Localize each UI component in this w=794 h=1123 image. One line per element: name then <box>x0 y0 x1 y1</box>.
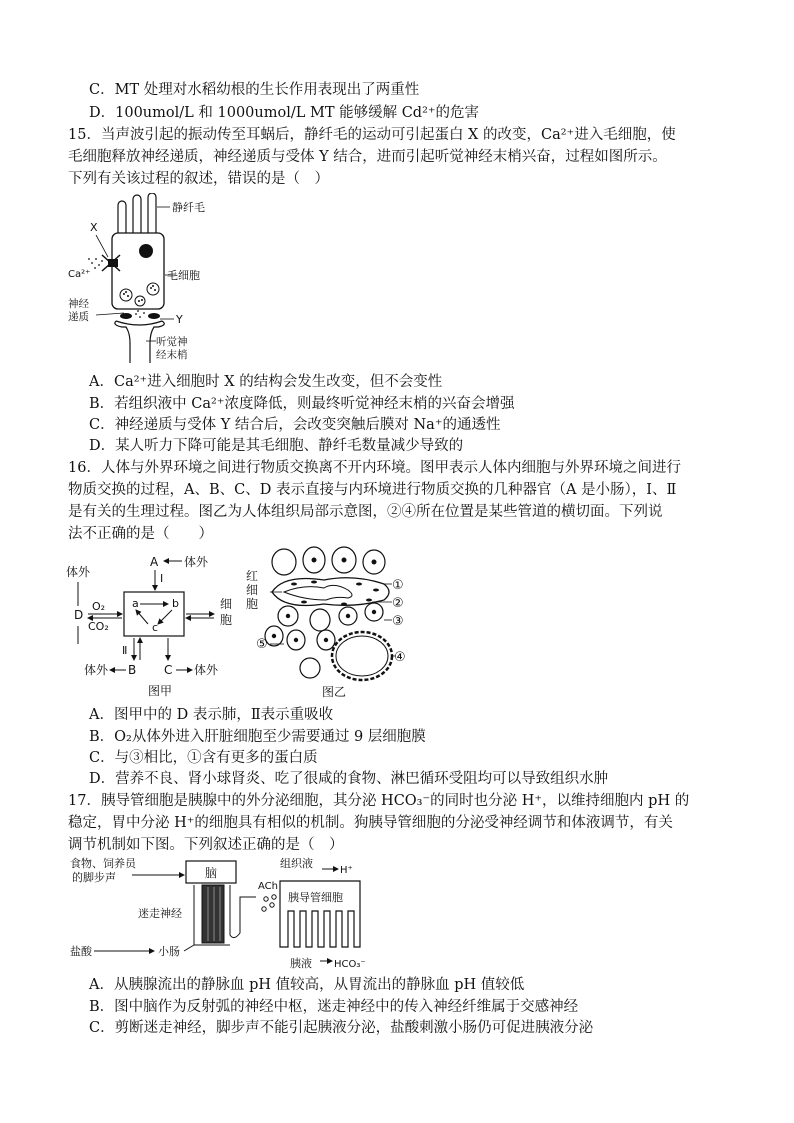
q17-option-a: A．从胰腺流出的静脉血 pH 值较高，从胃流出的静脉血 pH 值较低 <box>89 977 525 993</box>
q16-option-c: C．与③相比，①含有更多的蛋白质 <box>89 750 318 766</box>
label-stimulus-2: 的脚步声 <box>72 871 116 884</box>
label-stereocilia: 静纤毛 <box>172 201 205 214</box>
label-x: X <box>90 221 98 234</box>
label-D: D <box>74 608 84 622</box>
label-transmitter-1: 神经 <box>68 298 89 310</box>
q17-stem-line1: 17．胰导管细胞是胰腺中的外分泌细胞，其分泌 HCO₃⁻的同时也分泌 H⁺，以维持细胞内 pH 的 <box>68 793 690 809</box>
label-II: Ⅱ <box>122 644 128 657</box>
figure-yi <box>244 544 424 700</box>
q15-option-c: C．神经递质与受体 Y 结合后，会改变突触后膜对 Na⁺的通透性 <box>89 417 501 433</box>
label-hcl: 盐酸 <box>70 945 92 958</box>
caption-yi: 图乙 <box>322 685 347 699</box>
label-n4: ④ <box>394 650 406 665</box>
q16-stem-line2: 物质交换的过程，A、B、C、D 表示直接与内环境进行物质交换的几种器官（A 是小肠），Ⅰ、Ⅱ <box>68 482 677 498</box>
label-vagus: 迷走神经 <box>138 907 182 920</box>
label-brain: 脑 <box>205 866 218 880</box>
label-rbc-2: 细 <box>246 583 259 597</box>
q16-option-b: B．O₂从体外进入肝脏细胞至少需要通过 9 层细胞膜 <box>89 729 426 745</box>
label-h: H⁺ <box>340 865 353 876</box>
q16-option-a: A．图甲中的 D 表示肺，Ⅱ表示重吸收 <box>89 707 334 723</box>
label-n2: ② <box>392 596 404 611</box>
label-ca: Ca²⁺ <box>68 269 91 280</box>
label-outside-top: 体外 <box>184 555 209 569</box>
q15-stem-line1: 15．当声波引起的振动传至耳蜗后，静纤毛的运动可引起蛋白 X 的改变，Ca²⁺进入毛细胞，使 <box>68 127 676 143</box>
q15-option-d: D．某人听力下降可能是其毛细胞、静纤毛数量减少导致的 <box>89 438 464 454</box>
figure-hair-cell <box>66 193 246 363</box>
label-duct-cell: 胰导管细胞 <box>288 891 343 904</box>
label-b: b <box>172 597 179 610</box>
label-outside-bl: 体外 <box>84 663 109 677</box>
q17-stem-line2: 稳定，胃中分泌 H⁺的细胞具有相似的机制。狗胰导管细胞的分泌受神经调节和体液调节，有关 <box>68 815 673 831</box>
label-ach: ACh <box>258 881 278 892</box>
q17-option-b: B．图中脑作为反射弧的神经中枢，迷走神经中的传入神经纤维属于交感神经 <box>89 999 579 1015</box>
label-n5: ⑤ <box>256 637 268 652</box>
label-rbc-3: 胞 <box>246 597 259 611</box>
q16-stem-line4: 法不正确的是（ ） <box>68 526 213 542</box>
label-outside-br: 体外 <box>194 663 219 677</box>
q15-stem-line2: 毛细胞释放神经递质，神经递质与受体 Y 结合，进而引起听觉神经末梢兴奋，过程如图所示。 <box>68 149 667 165</box>
label-nerve-2: 经末梢 <box>156 349 188 361</box>
label-A: A <box>150 555 159 569</box>
label-cell-2: 胞 <box>220 613 233 627</box>
q15-option-b: B．若组织液中 Ca²⁺浓度降低，则最终听觉神经末梢的兴奋会增强 <box>89 396 515 412</box>
figure-pancreas <box>68 855 388 975</box>
label-I: I <box>160 572 164 585</box>
label-co2: CO₂ <box>88 620 109 633</box>
label-hco3: HCO₃⁻ <box>334 959 366 970</box>
q14-option-c: C．MT 处理对水稻幼根的生长作用表现出了两重性 <box>89 82 420 98</box>
label-y: Y <box>176 313 183 326</box>
label-nerve-1: 听觉神 <box>156 336 188 348</box>
label-a: a <box>132 597 139 610</box>
label-n3: ③ <box>392 614 404 629</box>
label-outside-left: 体外 <box>66 565 91 579</box>
label-C: C <box>164 663 173 677</box>
label-juice: 胰液 <box>290 957 312 970</box>
label-o2: O₂ <box>92 600 106 613</box>
q16-stem-line1: 16．人体与外界环境之间进行物质交换离不开内环境。图甲表示人体内细胞与外界环境之间进行 <box>68 460 681 476</box>
label-intestine: 小肠 <box>158 945 180 958</box>
q17-option-c: C．剪断迷走神经，脚步声不能引起胰液分泌，盐酸刺激小肠仍可促进胰液分泌 <box>89 1020 594 1036</box>
q16-stem-line3: 是有关的生理过程。图乙为人体组织局部示意图，②④所在位置是某些管道的横切面。下列说 <box>68 504 663 520</box>
label-tissue-fluid: 组织液 <box>280 857 313 870</box>
q17-stem-line3: 调节机制如下图。下列叙述正确的是（ ） <box>68 837 344 853</box>
label-hair-cell: 毛细胞 <box>167 269 200 282</box>
q14-option-d: D．100umol/L 和 1000umol/L MT 能够缓解 Cd²⁺的危害 <box>89 105 480 121</box>
label-rbc-1: 红 <box>246 569 259 583</box>
figure-jia <box>64 552 244 700</box>
q15-stem-line3: 下列有关该过程的叙述，错误的是（ ） <box>68 171 329 187</box>
q16-option-d: D．营养不良、肾小球肾炎、吃了很咸的食物、淋巴循环受阻均可以导致组织水肿 <box>89 771 609 787</box>
label-B: B <box>128 663 137 677</box>
caption-jia: 图甲 <box>148 684 173 698</box>
label-cell-1: 细 <box>220 597 233 611</box>
label-stimulus-1: 食物、饲养员 <box>70 857 136 870</box>
label-c: c <box>152 621 159 634</box>
q15-option-a: A．Ca²⁺进入细胞时 X 的结构会发生改变，但不会变性 <box>89 374 443 390</box>
label-n1: ① <box>392 578 404 593</box>
label-transmitter-2: 递质 <box>68 311 89 323</box>
